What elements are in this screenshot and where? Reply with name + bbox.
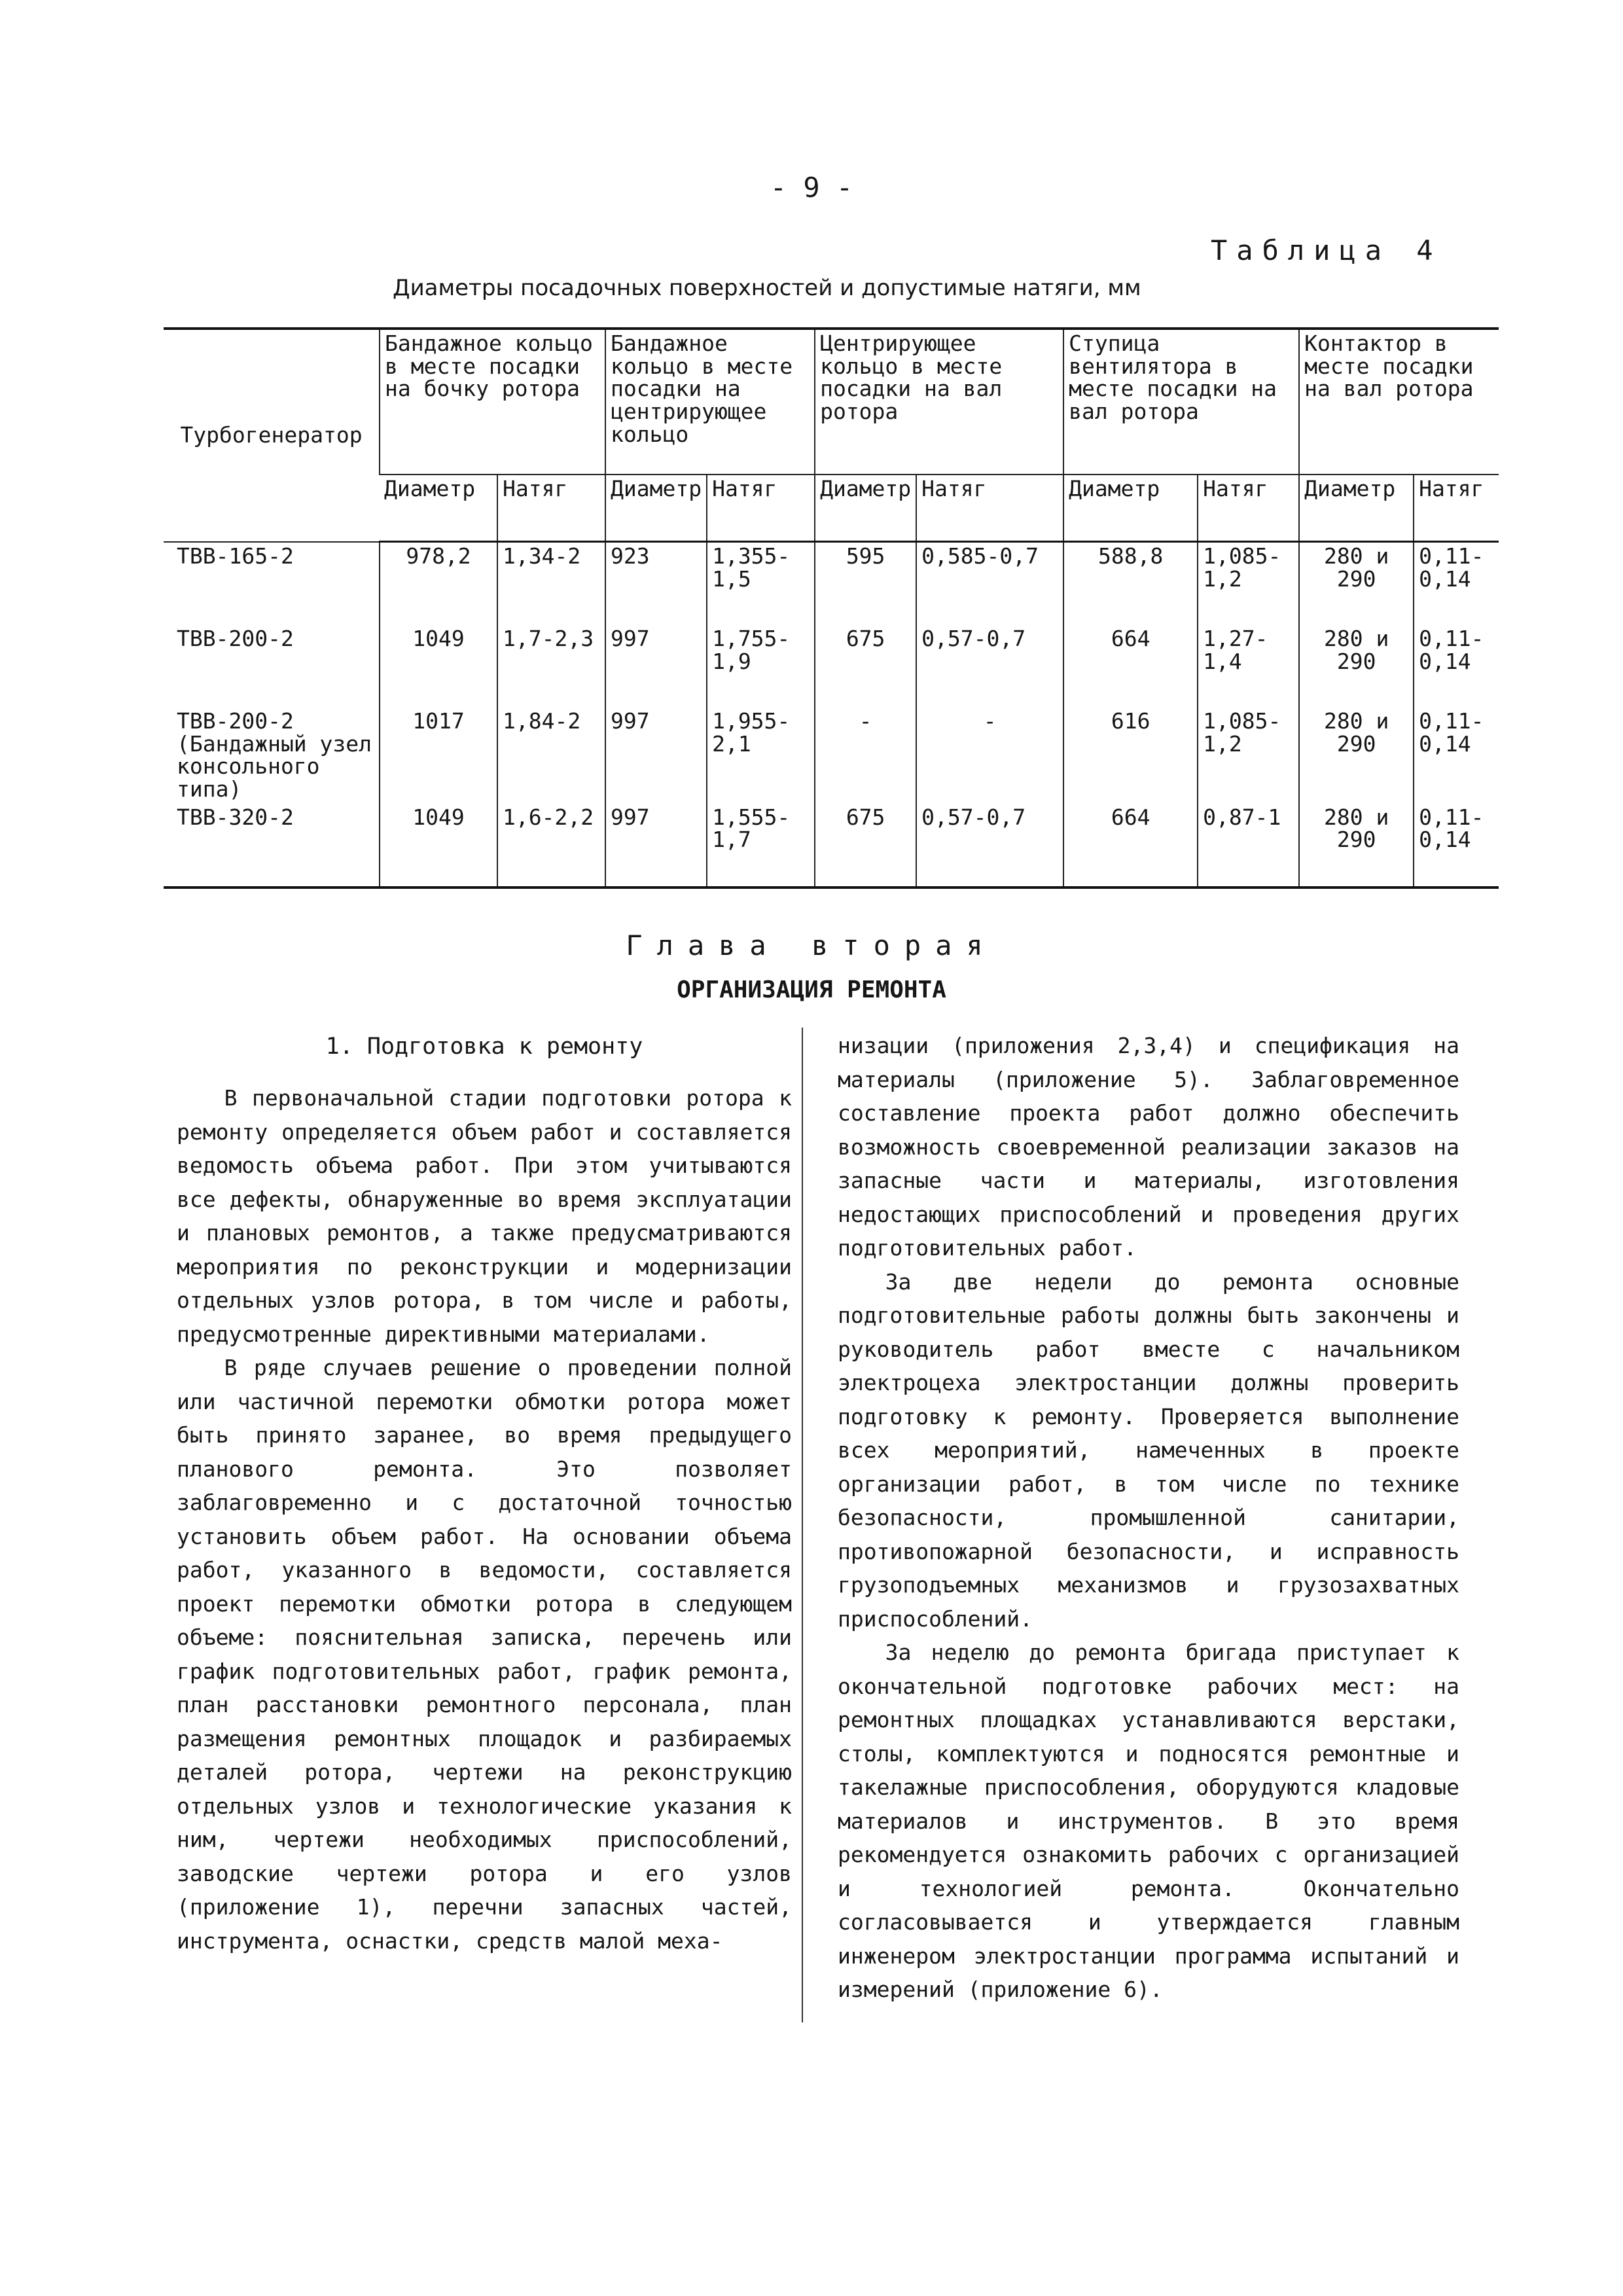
table-cell: 1,085-1,2 [1198,542,1299,626]
group-header: Бандажное кольцо в месте посадки на бочку ротора [380,329,605,475]
table-cell: 280 и 290 [1299,625,1414,708]
table-cell: 978,2 [380,542,497,626]
table-cell: 1,34-2 [497,542,605,626]
table-cell: ТВВ-320-2 [177,804,294,830]
table-cell: 1,755-1,9 [707,625,815,708]
table-cell: 1,355-1,5 [707,542,815,626]
table-header-row [164,329,1499,475]
right-column [838,1029,1459,2007]
table-cell: 1,84-2 [497,708,605,804]
left-column [177,1029,792,1958]
column-divider [802,1028,803,2022]
paragraph: В ряде случаев решение о проведении полной или частичной перемотки обмотки ротора может быть принято заранее, во время предыдущего планового ремонта. Это позволяет заблаговременно и с достаточной точностью установить объем работ. На основании объема работ, указанного в ведомости, составляется проект перемотки обмотки ротора в следующем объеме: пояснительная записка, перечень или график подготовительных работ, график ремонта, план расстановки ремонтного персонала, план размещения ремонтных площадок и разбираемых деталей ротора, чертежи на реконструкцию отдельных узлов и технологические указания к ним, чертежи необходимых приспособлений, заводские чертежи ротора и его узлов (приложение 1), перечни запасных частей, инструмента, оснастки, средств малой меха- [177,1355,792,1954]
column-header: Натяг [707,475,815,542]
table-cell: 0,11-0,14 [1414,708,1499,804]
column-header: Диаметр [815,475,916,542]
chapter-title: ОРГАНИЗАЦИЯ РЕМОНТА [677,977,946,1003]
table-cell: 280 и 290 [1299,804,1414,888]
fit-diameters-table [164,327,1499,889]
column-header: Диаметр [1063,475,1198,542]
table-cell: 280 и 290 [1299,708,1414,804]
table-cell: 1,555-1,7 [707,804,815,888]
table-row [164,625,1499,708]
table-cell: 0,11-0,14 [1414,804,1499,888]
table-cell: 616 [1063,708,1198,804]
column-header: Натяг [497,475,605,542]
table-cell: 1049 [380,625,497,708]
table-cell: ТВВ-165-2 [177,543,294,569]
table-cell: 664 [1063,804,1198,888]
table-row [164,708,1499,804]
paragraph: За неделю до ремонта бригада приступает к окончательной подготовке рабочих мест: на ремонтных площадках устанавливаются верстаки, столы, комплектуются и подносятся ремонтные и такелажные приспособления, оборудуются кладовые материалов и инструментов. В это время рекомендуется ознакомить рабочих с организацией и технологией ремонта. Окончательно согласовывается и утверждается главным инженером электростанции программа испытаний и измерений (приложение 6). [838,1640,1459,2002]
column-header: Натяг [916,475,1063,542]
table-cell: 0,57-0,7 [916,804,1063,888]
turbogenerator-header: Турбогенератор [164,329,380,542]
group-header: Центрирующее кольцо в месте посадки на вал ротора [815,329,1063,475]
table-cell: - [916,708,1063,804]
column-header: Натяг [1414,475,1499,542]
group-header: Контактор в месте посадки на вал ротора [1299,329,1499,475]
table-cell: 997 [605,625,707,708]
column-header: Диаметр [1299,475,1414,542]
chapter-label: Глава вторая [626,929,997,961]
table-cell: 0,57-0,7 [916,625,1063,708]
table-cell: 1,27-1,4 [1198,625,1299,708]
paragraph: За две недели до ремонта основные подготовительные работы должны быть закончены и руководитель работ вместе с начальником электроцеха электростанции должны проверить подготовку к ремонту. Проверяется выполнение всех мероприятий, намеченных в проекте организации работ, в том числе по технике безопасности, промышленной санитарии, противопожарной безопасности, и исправность грузоподъемных механизмов и грузозахватных приспособлений. [838,1268,1459,1632]
section-title: 1. Подготовка к ремонту [325,1033,643,1060]
table-cell: 1,955-2,1 [707,708,815,804]
table-cell: 0,87-1 [1198,804,1299,888]
column-header: Диаметр [605,475,707,542]
table-cell: 997 [605,708,707,804]
table-caption: Диаметры посадочных поверхностей и допустимые натяги, мм [393,275,1141,301]
table-cell: - [815,708,916,804]
table-cell: 595 [815,542,916,626]
paragraph: В первоначальной стадии подготовки ротора к ремонту определяется объем работ и составляется ведомость объема работ. При этом учитываются все дефекты, обнаруженные во время эксплуатации и плановых ремонтов, а также предусматриваются мероприятия по реконструкции и модернизации отдельных узлов ротора, в том числе и работы, предусмотренные директивными материалами. [177,1085,792,1347]
table-cell: 0,11-0,14 [1414,542,1499,626]
table-cell: ТВВ-200-2 [177,626,294,651]
table-cell: 997 [605,804,707,888]
group-header: Бандажное кольцо в месте посадки на центрирующее кольцо [605,329,815,475]
page-number: - 9 - [770,171,853,204]
table-cell: 1,6-2,2 [497,804,605,888]
table-row [164,542,1499,626]
table-cell: 923 [605,542,707,626]
table-cell: 675 [815,804,916,888]
table-cell: 0,11-0,14 [1414,625,1499,708]
table-row [164,804,1499,888]
table-cell: 675 [815,625,916,708]
table-cell: 1017 [380,708,497,804]
table-cell: 280 и 290 [1299,542,1414,626]
column-header: Натяг [1198,475,1299,542]
table-cell: 664 [1063,625,1198,708]
table-cell: 1049 [380,804,497,888]
column-header: Диаметр [380,475,497,542]
table-cell: 588,8 [1063,542,1198,626]
group-header: Ступица вентилятора в месте посадки на вал ротора [1063,329,1299,475]
table-label: Таблица 4 [1211,234,1442,266]
table-cell: 1,7-2,3 [497,625,605,708]
table-cell: ТВВ-200-2 (Бандажный узел консольного типа) [177,708,372,802]
table-cell: 1,085-1,2 [1198,708,1299,804]
paragraph: низации (приложения 2,3,4) и спецификация на материалы (приложение 5). Заблаговременное составление проекта работ должно обеспечить возможность своевременной реализации заказов на запасные части и материалы, изготовления недостающих приспособлений и проведения других подготовительных работ. [838,1033,1459,1261]
table-cell: 0,585-0,7 [916,542,1063,626]
